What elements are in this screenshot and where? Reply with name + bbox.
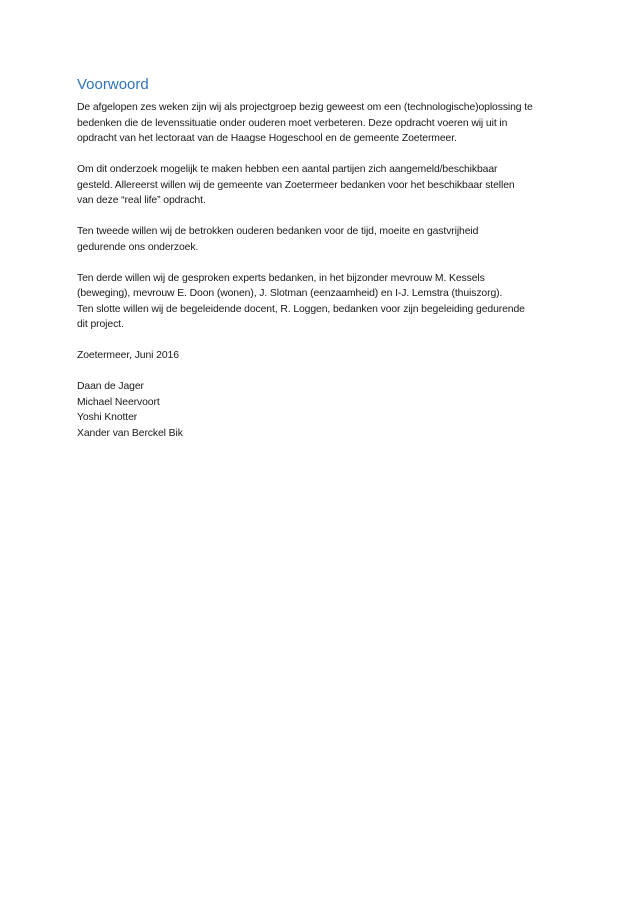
paragraph-intro (77, 100, 567, 147)
text-line: Ten derde willen wij de gesproken experts bedanken, in het bijzonder mevrouw M. Kessels (77, 272, 485, 284)
document-page (77, 76, 567, 441)
paragraph-elderly-thanks (77, 224, 567, 255)
text-line: opdracht van het lectoraat van de Haagse Hogeschool en de gemeente Zoetermeer. (77, 133, 457, 144)
text-line: (beweging), mevrouw E. Doon (wonen), J. Slotman (eenzaamheid) en I-J. Lemstra (thuiszorg). (77, 288, 503, 299)
text-line: Om dit onderzoek mogelijk te maken hebben een aantal partijen zich aangemeld/beschikbaar (77, 164, 498, 175)
text-line: De afgelopen zes weken zijn wij als projectgroep bezig geweest om een (technologische)oplossing te (77, 102, 533, 113)
text-line: Ten tweede willen wij de betrokken ouderen bedanken voor de tijd, moeite en gastvrijheid (77, 226, 479, 237)
text-line: gedurende ons onderzoek. (77, 241, 199, 253)
page-title: Voorwoord (77, 76, 149, 93)
author-name: Yoshi Knotter (77, 412, 138, 423)
paragraph-experts-thanks (77, 271, 567, 333)
text-line: Ten slotte willen wij de begeleidende docent, R. Loggen, bedanken voor zijn begeleiding gedurende (77, 303, 525, 315)
author-name: Daan de Jager (77, 381, 144, 392)
text-line: dit project. (77, 319, 124, 330)
author-list (77, 379, 567, 441)
place-date-line: Zoetermeer, Juni 2016 (77, 350, 179, 361)
paragraph-partners (77, 162, 567, 209)
text-line: gesteld. Allereerst willen wij de gemeente van Zoetermeer bedanken voor het beschikbaar stellen (77, 179, 515, 191)
place-date (77, 348, 567, 364)
text-line: van deze “real life” opdracht. (77, 195, 206, 206)
author-name: Michael Neervoort (77, 396, 160, 408)
text-line: bedenken die de levenssituatie onder ouderen moet verbeteren. Deze opdracht voeren wij uit in (77, 117, 508, 129)
author-name: Xander van Berckel Bik (77, 427, 183, 439)
